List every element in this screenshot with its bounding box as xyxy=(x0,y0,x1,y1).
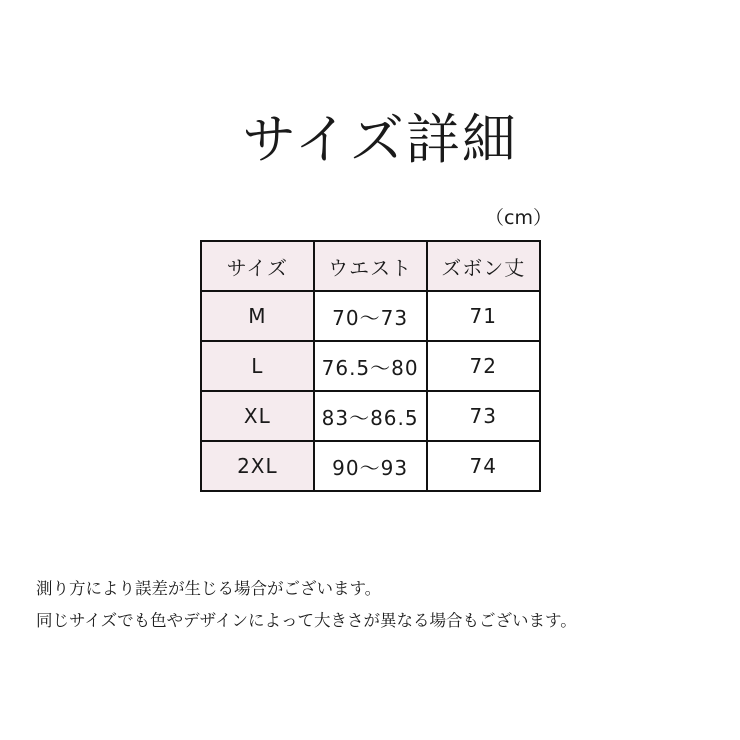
header-size: サイズ xyxy=(201,241,314,291)
cell-size: 2XL xyxy=(201,441,314,491)
cell-size: L xyxy=(201,341,314,391)
unit-label: （cm） xyxy=(485,207,552,229)
cell-length: 72 xyxy=(427,341,540,391)
cell-length: 71 xyxy=(427,291,540,341)
size-table xyxy=(200,240,541,492)
cell-waist: 76.5～80 xyxy=(314,341,427,391)
cell-waist: 90～93 xyxy=(314,441,427,491)
table-row xyxy=(201,441,540,491)
table-row xyxy=(201,291,540,341)
cell-waist: 83～86.5 xyxy=(314,391,427,441)
header-waist: ウエスト xyxy=(314,241,427,291)
notes xyxy=(36,573,577,637)
table-row xyxy=(201,391,540,441)
table-row xyxy=(201,341,540,391)
page-title: サイズ詳細 xyxy=(242,108,518,171)
cell-size: XL xyxy=(201,391,314,441)
cell-length: 74 xyxy=(427,441,540,491)
cell-length: 73 xyxy=(427,391,540,441)
table-header-row xyxy=(201,241,540,291)
note-line: 同じサイズでも色やデザインによって大きさが異なる場合もございます。 xyxy=(36,611,577,630)
header-length: ズボン丈 xyxy=(427,241,540,291)
cell-waist: 70～73 xyxy=(314,291,427,341)
note-line: 測り方により誤差が生じる場合がございます。 xyxy=(36,579,382,598)
cell-size: M xyxy=(201,291,314,341)
